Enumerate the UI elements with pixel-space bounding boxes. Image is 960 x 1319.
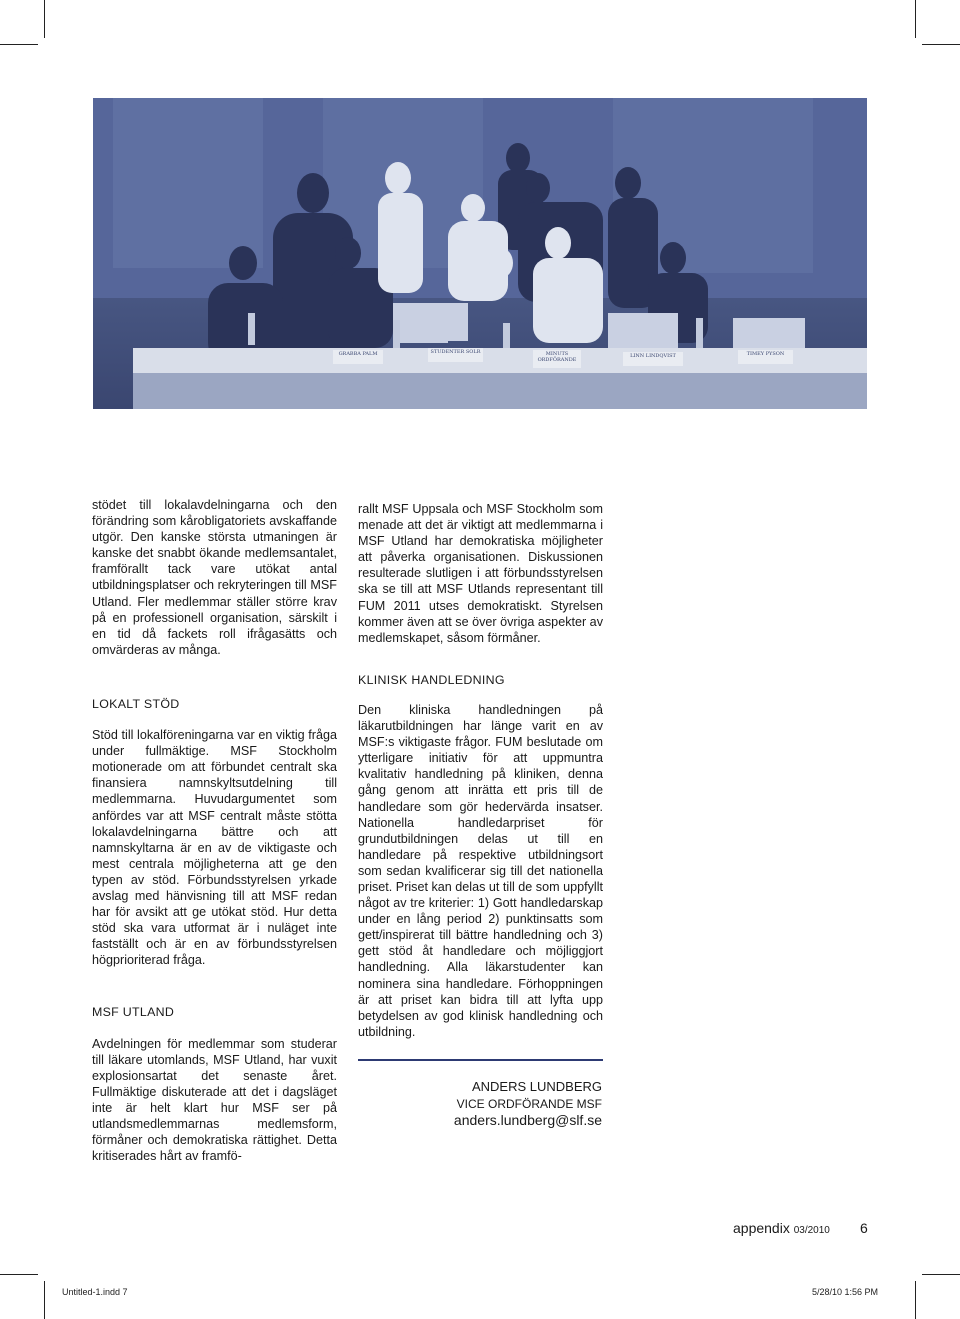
left-intro-paragraph: stödet till lokalavdelningarna och den förändring som kårobligatoriets avskaffande utgör. Den kanske största utmaningen är kanske det snabbt ökande medlemsantalet, framförallt tack vare utökat antal utbildningsplatser och rekryteringen till MSF Utland. Fler medlemmar ställer större krav på en professionell organisation, särskilt i en tid då fackets roll ifrågasätts och omvärderas av många.: [92, 498, 337, 657]
publication-name: appendix: [733, 1220, 790, 1236]
right-column: [358, 501, 603, 1040]
heading-lokalt-stod: LOKALT STÖD: [92, 696, 180, 711]
crop-mark: [922, 44, 960, 45]
nameplate: MINUTS ORDFÖRANDE: [533, 350, 581, 368]
issue-number: 03/2010: [793, 1225, 830, 1236]
slug-file: Untitled-1.indd 7: [62, 1287, 128, 1297]
crop-mark: [922, 1274, 960, 1275]
crop-mark: [0, 1274, 38, 1275]
signature-block: [420, 1079, 602, 1129]
crop-mark: [44, 0, 45, 38]
signature-rule: [358, 1059, 603, 1061]
author-email[interactable]: anders.lundberg@slf.se: [453, 1112, 602, 1128]
heading-klinisk-handledning: KLINISK HANDLEDNING: [358, 672, 505, 687]
crop-mark: [915, 0, 916, 38]
klinisk-handledning-paragraph: Den kliniska handledningen på läkarutbildningen har länge varit en av MSF:s viktigaste frågor. FUM beslutade om ytterligare initiativ för att uppmuntra kvalitativ handledning på kliniken, denna gång genom att inrätta ett pris till de handledare som gör hedervärda insatser. Nationella handledarpriset för grundutbildningen delas ut till en handledare på respektive utbildningsort som sedan kvalificerar sig till det nationella priset. Priset kan delas ut till de som uppfyllt något av tre kriterier: 1) Gott handledarskap under en lång period 2) punktinsatts som gett/inspirerat till bättre handledning och 3) gett stöd åt handledare och möjliggjort handledning. Alla läkarstudenter kan nominera sina handledare. Förhoppningen är att priset kan bidra till att lyfta upp betydelsen av god klinisk handledning och utbildning.: [358, 702, 603, 1039]
nameplate: LINN LINDQVIST: [623, 352, 683, 366]
nameplate: TIMEY PYSON: [738, 350, 793, 364]
crop-mark: [0, 44, 38, 45]
crop-mark: [44, 1281, 45, 1319]
right-intro-paragraph: rallt MSF Uppsala och MSF Stockholm som menade att det är viktigt att medlemmarna i MSF Utland har demokratiska möjligheter att påverka organisationen. Diskussionen resulterade slutligen i att förbundsstyrelsen ska se till att MSF Utlands representant till FUM 2011 utses demokratiskt. Styrelsen kommer även att se över övriga aspekter av medlemskapet, såsom förmåner.: [358, 502, 603, 645]
heading-msf-utland: MSF UTLAND: [92, 1005, 175, 1020]
lokalt-stod-paragraph: Stöd till lokalföreningarna var en viktig fråga under fullmäktige. MSF Stockholm motionerade om att förbundet centralt ska finansiera namnskyltsutdelning till medlemmarna. Huvudargumentet som anfördes var att MSF centralt måste stötta lokalavdelningarna bättre och att namnskyltarna är en av de viktigaste och mest centrala möjligheterna att ge den typen av stöd. Förbundsstyrelsen yrkade avslag med hänvisning till att MSF redan har för avsikt att ge utökat stöd. Hur detta stöd ska vara utformat är i nuläget inte fastställt och är en av förbundsstyrelsen högprioriterad fråga.: [92, 728, 337, 968]
nameplate: STUDENTER SOLR: [428, 348, 483, 362]
msf-utland-paragraph: Avdelningen för medlemmar som studerar till läkare utomlands, MSF Utland, har vuxit explosionsartat det senaste året. Fullmäktige diskuterade att det i dagsläget inte är helt klart hur MSF ser på utlandsmedlemmarnas medlemsform, förmåner och demokratiska rättighet. Detta kritiserades hårt av framfö-: [92, 1036, 337, 1164]
slug-datetime: 5/28/10 1:56 PM: [812, 1287, 879, 1297]
author-title: VICE ORDFÖRANDE MSF: [456, 1096, 602, 1111]
author-name: ANDERS LUNDBERG: [471, 1079, 602, 1094]
nameplate: GRABBA PALM: [333, 350, 383, 364]
page-number: 6: [860, 1220, 868, 1236]
publication-footer: [733, 1220, 830, 1236]
meeting-photo: [93, 98, 867, 409]
crop-mark: [915, 1281, 916, 1319]
left-column: [92, 497, 337, 1164]
